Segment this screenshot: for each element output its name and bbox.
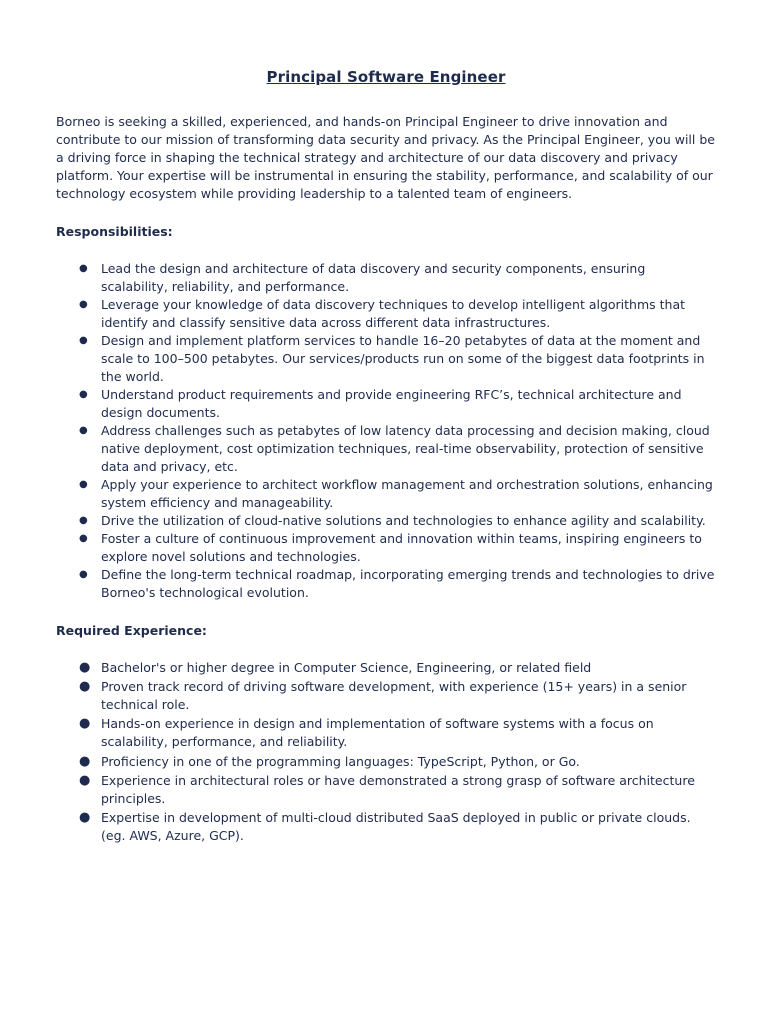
bullet-icon: ● xyxy=(79,479,88,490)
bullet-icon: ● xyxy=(79,335,88,346)
list-item-text: Understand product requirements and provide engineering RFC’s, technical architecture and design documents. xyxy=(101,387,682,420)
bullet-icon: ● xyxy=(79,299,88,310)
list-item xyxy=(56,386,716,422)
list-item xyxy=(56,772,716,808)
bullet-icon: ● xyxy=(79,660,91,675)
list-item xyxy=(56,753,716,771)
list-item-text: Foster a culture of continuous improvement and innovation within teams, inspiring engineers to explore novel solutions and technologies. xyxy=(101,531,702,564)
list-item-text: Expertise in development of multi-cloud distributed SaaS deployed in public or private clouds. (eg. AWS, Azure, GCP). xyxy=(101,809,691,843)
document-page xyxy=(56,68,716,846)
responsibilities-list xyxy=(56,260,716,602)
intro-paragraph: Borneo is seeking a skilled, experienced, and hands-on Principal Engineer to drive innovation and contribute to our mission of transforming data security and privacy. As the Principal Engineer, you will be a driving force in shaping the technical strategy and architecture of our data discovery and privacy platform. Your expertise will be instrumental in ensuring the stability, performance, and scalability of our technology ecosystem while providing leadership to a talented team of engineers. xyxy=(56,114,715,201)
list-item-text: Hands-on experience in design and implementation of software systems with a focus on scalability, performance, and reliability. xyxy=(101,716,654,750)
list-item-text: Leverage your knowledge of data discovery techniques to develop intelligent algorithms that identify and classify sensitive data across different data infrastructures. xyxy=(101,297,686,330)
list-item-text: Apply your experience to architect workflow management and orchestration solutions, enhancing system efficiency and manageability. xyxy=(101,477,713,510)
bullet-icon: ● xyxy=(79,515,88,526)
list-item xyxy=(56,296,716,332)
bullet-icon: ● xyxy=(79,425,88,436)
list-item xyxy=(56,260,716,296)
list-item-text: Proficiency in one of the programming languages: TypeScript, Python, or Go. xyxy=(101,753,580,769)
required-experience-list xyxy=(56,659,716,845)
list-item xyxy=(56,715,716,751)
list-item xyxy=(56,422,716,476)
responsibilities-heading: Responsibilities: xyxy=(56,224,173,239)
list-item xyxy=(56,566,716,602)
list-item xyxy=(56,530,716,566)
list-item-text: Bachelor's or higher degree in Computer Science, Engineering, or related field xyxy=(101,660,592,675)
list-item-text: Define the long-term technical roadmap, incorporating emerging trends and technologies to drive Borneo's technological evolution. xyxy=(101,567,715,600)
list-item-text: Lead the design and architecture of data discovery and security components, ensuring scalability, reliability, and performance. xyxy=(101,261,646,294)
bullet-icon: ● xyxy=(79,679,91,695)
bullet-icon: ● xyxy=(79,772,91,788)
bullet-icon: ● xyxy=(79,716,91,732)
bullet-icon: ● xyxy=(79,389,88,400)
list-item xyxy=(56,512,716,530)
list-item xyxy=(56,659,716,677)
list-item xyxy=(56,332,716,386)
required-experience-heading: Required Experience: xyxy=(56,623,207,638)
list-item-text: Design and implement platform services to handle 16–20 petabytes of data at the moment and scale to 100–500 petabytes. Our services/products run on some of the biggest data footprints in the world. xyxy=(101,333,705,384)
page-title: Principal Software Engineer xyxy=(266,68,506,86)
list-item xyxy=(56,809,716,845)
list-item-text: Proven track record of driving software development, with experience (15+ years) in a senior technical role. xyxy=(101,679,687,713)
list-item-text: Address challenges such as petabytes of low latency data processing and decision making, cloud native deployment, cost optimization techniques, real-time observability, protection of sensitive data and privacy, etc. xyxy=(101,423,710,474)
list-item-text: Drive the utilization of cloud-native solutions and technologies to enhance agility and scalability. xyxy=(101,513,706,528)
bullet-icon: ● xyxy=(79,569,88,580)
bullet-icon: ● xyxy=(79,753,91,769)
bullet-icon: ● xyxy=(79,809,91,825)
list-item xyxy=(56,476,716,512)
list-item xyxy=(56,678,716,714)
bullet-icon: ● xyxy=(79,263,88,274)
list-item-text: Experience in architectural roles or have demonstrated a strong grasp of software architecture principles. xyxy=(101,772,695,806)
bullet-icon: ● xyxy=(79,533,88,544)
